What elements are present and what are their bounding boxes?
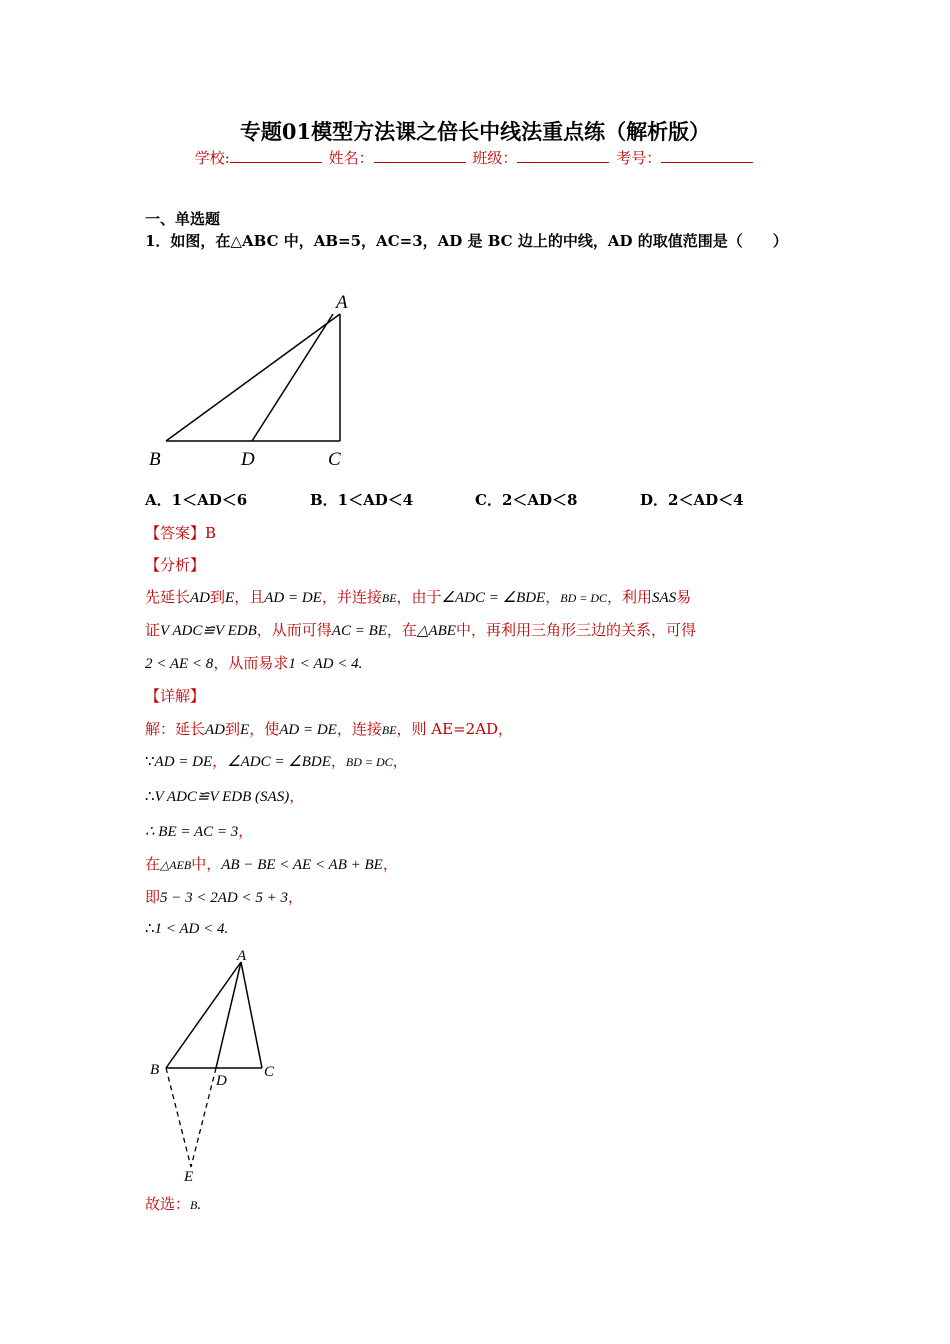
segment-ac <box>241 962 262 1068</box>
segment-ab <box>166 314 340 441</box>
conclusion-line: 故选：B. <box>145 1195 202 1213</box>
detail-line-7: ∴1 < AD < 4. <box>145 919 229 937</box>
class-label: 班级： <box>472 149 518 167</box>
section-heading: 一、单选题 <box>145 210 221 228</box>
page-title: 专题01模型方法课之倍长中线法重点练（解析版） <box>239 119 711 144</box>
label-d: D <box>216 1073 227 1089</box>
segment-be-dashed <box>166 1068 191 1167</box>
figure-triangle-abc <box>140 288 360 473</box>
school-label: 学校: <box>194 149 230 167</box>
detail-line-2: ∵AD = DE，∠ADC = ∠BDE，BD = DC， <box>145 752 408 770</box>
question-text: 1．如图，在△ABC 中，AB=5，AC=3，AD 是 BC 边上的中线，AD 的取值范围是（ ） <box>145 232 788 250</box>
answer-label: 【答案】 <box>145 524 206 542</box>
analysis-line-3: 2 < AE < 8，从而易求1 < AD < 4. <box>145 654 363 672</box>
segment-de-dashed <box>191 1068 216 1167</box>
answer-value: B <box>205 524 217 542</box>
segment-ab <box>166 962 241 1068</box>
student-info-line <box>0 147 950 168</box>
label-c: C <box>328 449 341 470</box>
detail-label: 【详解】 <box>145 687 206 705</box>
figure-extended-median <box>140 945 290 1185</box>
label-b: B <box>149 449 161 470</box>
name-blank <box>374 148 466 163</box>
label-e: E <box>184 1169 194 1185</box>
school-blank <box>230 148 322 163</box>
label-a: A <box>336 292 348 313</box>
analysis-line-1: 先延长AD到E，且AD = DE，并连接BE，由于∠ADC = ∠BDE，BD = DC，利用SAS易 <box>145 588 692 606</box>
option-d: D．2＜AD＜4 <box>640 491 744 509</box>
option-b: B．1＜AD＜4 <box>310 491 414 509</box>
detail-line-6: 即5 − 3 < 2AD < 5 + 3， <box>145 888 304 906</box>
class-blank <box>517 148 609 163</box>
option-a: A．1＜AD＜6 <box>145 491 248 509</box>
label-d: D <box>241 449 255 470</box>
exam-no-blank <box>661 148 753 163</box>
analysis-line-2: 证V ADC≌V EDB，从而可得AC = BE，在△ABE中，再利用三角形三边的关系，可得 <box>145 621 696 639</box>
name-label: 姓名： <box>328 149 374 167</box>
segment-ad <box>252 314 333 441</box>
options-row <box>145 489 805 509</box>
detail-line-4: ∴ BE = AC = 3， <box>145 822 254 840</box>
analysis-label: 【分析】 <box>145 556 206 574</box>
answer-line <box>145 522 216 543</box>
label-c: C <box>264 1064 275 1080</box>
label-a: A <box>237 948 247 964</box>
detail-line-5: 在△AEB中，AB − BE < AE < AB + BE， <box>145 855 398 873</box>
segment-ad <box>216 962 241 1068</box>
detail-line-1: 解：延长AD到E，使AD = DE，连接BE，则 AE=2AD， <box>145 720 514 738</box>
detail-line-3: ∴V ADC≌V EDB (SAS)， <box>145 787 305 805</box>
label-b: B <box>150 1062 160 1078</box>
exam-no-label: 考号： <box>616 149 662 167</box>
option-c: C．2＜AD＜8 <box>475 491 578 509</box>
